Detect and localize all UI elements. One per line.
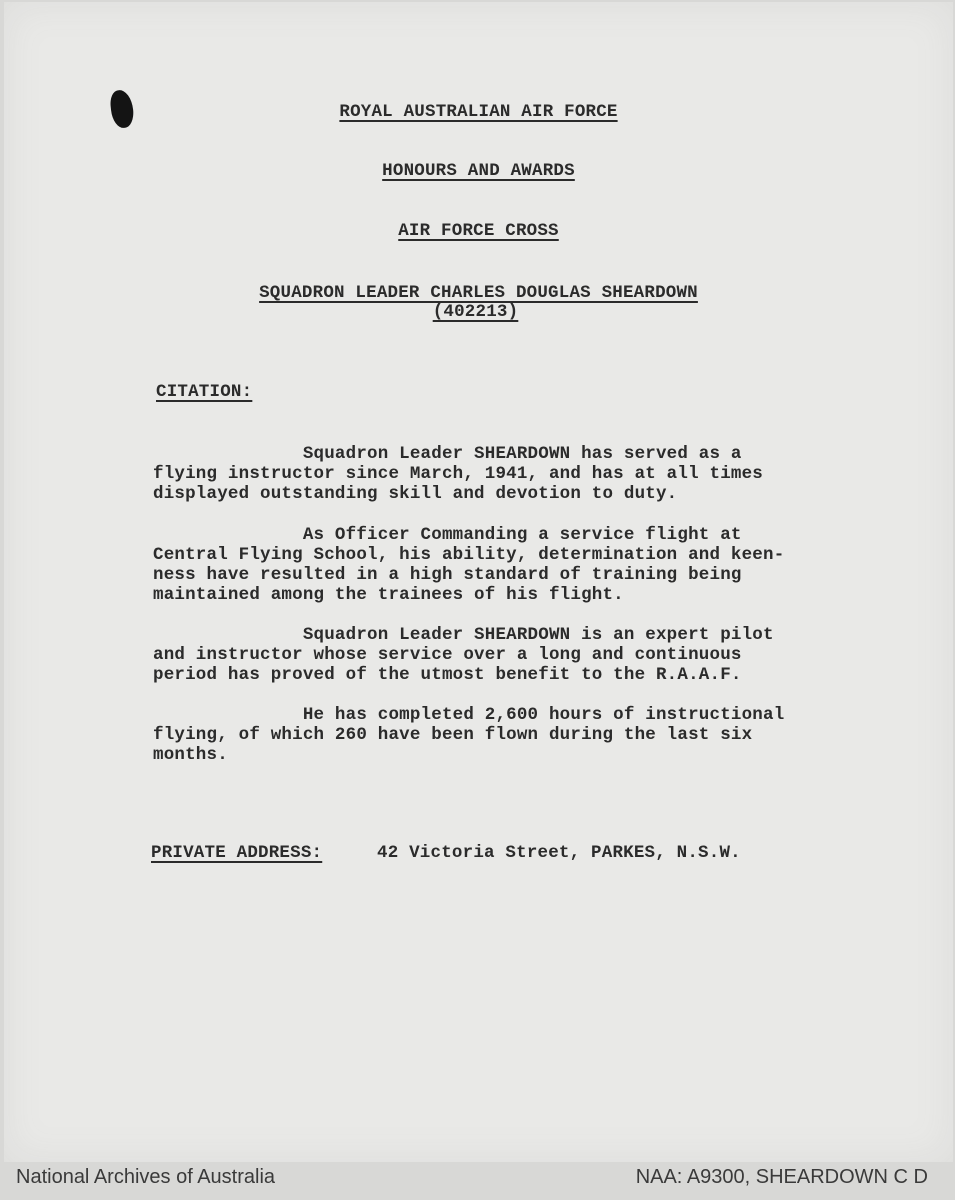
heading-air-force-cross: AIR FORCE CROSS bbox=[398, 221, 559, 241]
private-address-label: PRIVATE ADDRESS: bbox=[151, 843, 323, 863]
citation-label: CITATION: bbox=[156, 382, 253, 402]
archive-reference: NAA: A9300, SHEARDOWN C D bbox=[635, 1166, 928, 1188]
citation-paragraph-4: He has completed 2,600 hours of instructional flying, of which 260 have been flown during the last six months. bbox=[153, 705, 785, 765]
heading-raaf: ROYAL AUSTRALIAN AIR FORCE bbox=[339, 102, 618, 122]
citation-paragraph-3: Squadron Leader SHEARDOWN is an expert pilot and instructor whose service over a long and continuous period has proved of the utmost benefit to the R.A.A.F. bbox=[153, 625, 774, 685]
private-address-value: 42 Victoria Street, PARKES, N.S.W. bbox=[377, 843, 741, 863]
citation-paragraph-2: As Officer Commanding a service flight at Central Flying School, his ability, determination and keen- ness have resulted in a high standard of training being maintained among the trainees of his flight. bbox=[153, 525, 785, 605]
service-number: (402213) bbox=[432, 302, 519, 322]
heading-honours-awards: HONOURS AND AWARDS bbox=[382, 161, 575, 181]
archive-name: National Archives of Australia bbox=[16, 1166, 276, 1188]
citation-paragraph-1: Squadron Leader SHEARDOWN has served as a flying instructor since March, 1941, and has at all times displayed outstanding skill and devotion to duty. bbox=[153, 444, 763, 504]
recipient-name: SQUADRON LEADER CHARLES DOUGLAS SHEARDOWN bbox=[259, 283, 698, 303]
document-page bbox=[4, 2, 953, 1162]
